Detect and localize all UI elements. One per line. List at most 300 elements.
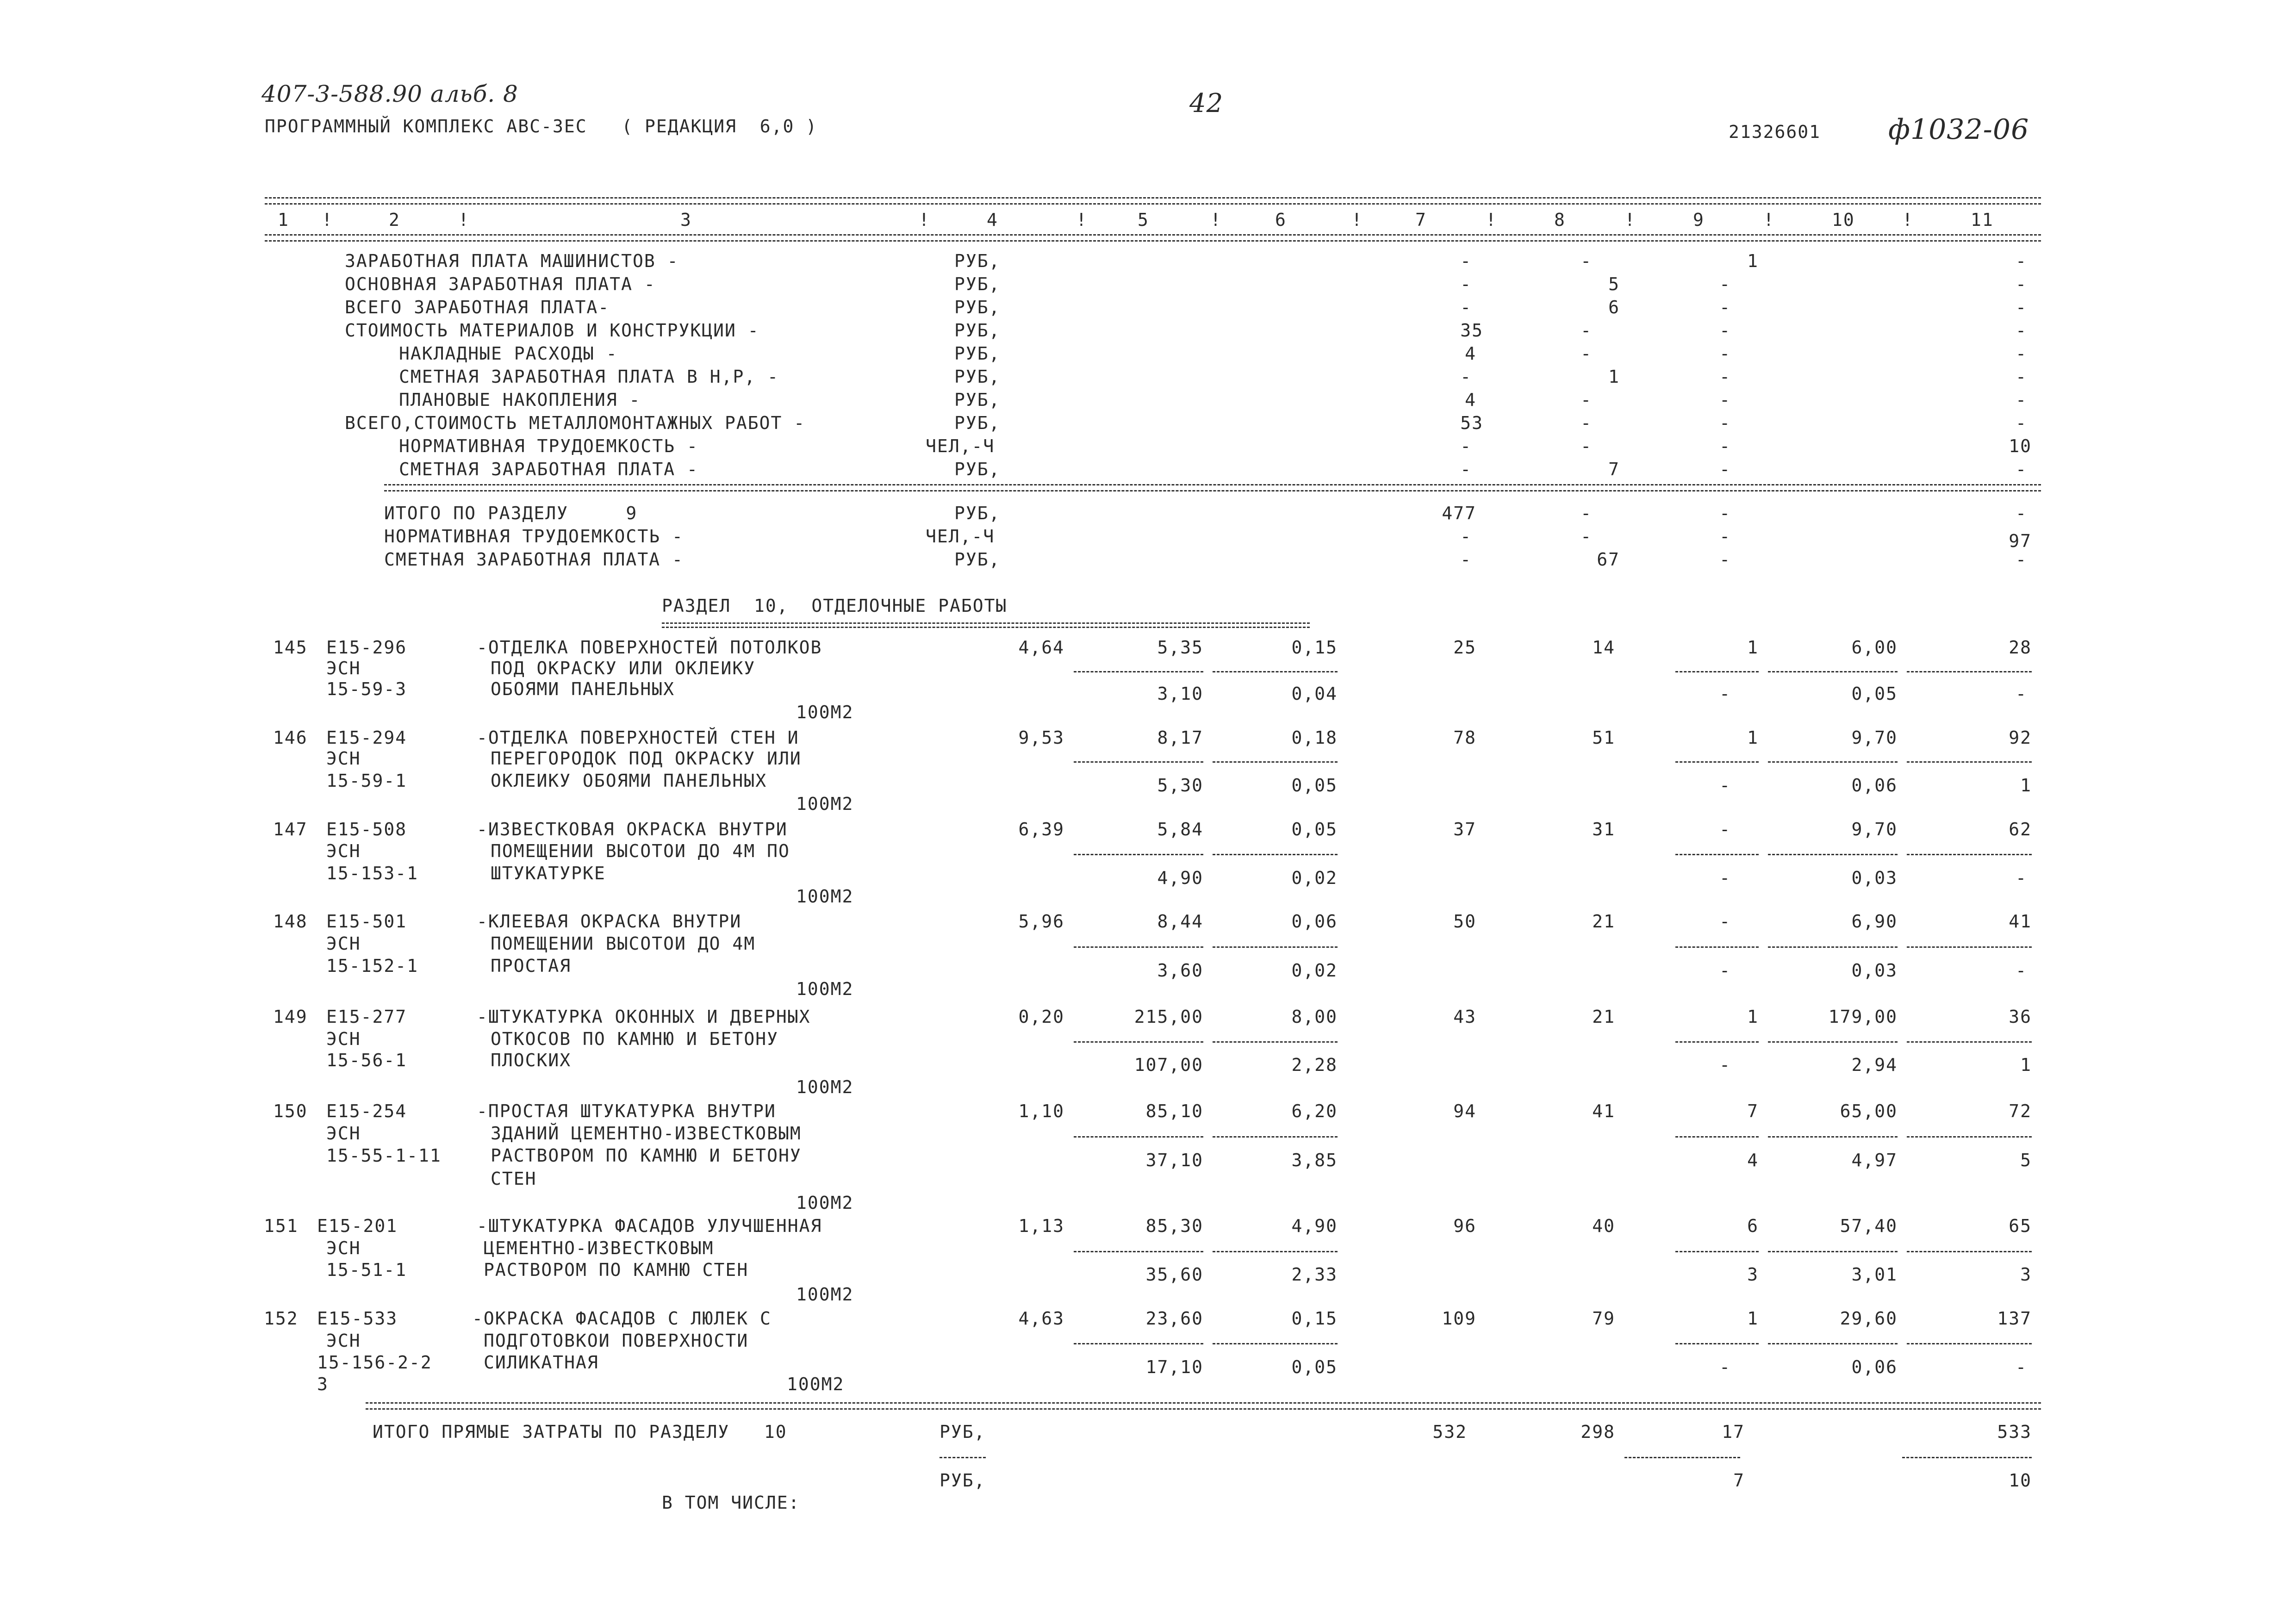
col5-value: 3,10 bbox=[1157, 684, 1203, 704]
divider bbox=[1907, 671, 2032, 672]
col11-value: - bbox=[2016, 274, 2027, 294]
col11-value: - bbox=[2016, 413, 2027, 433]
row-unit: РУБ, bbox=[954, 274, 1001, 294]
col4-value: 0,20 bbox=[1018, 1007, 1064, 1027]
row-unit: РУБ, bbox=[954, 251, 1001, 271]
handwritten-signature: ф1032-06 bbox=[1888, 113, 2029, 146]
divider bbox=[1907, 761, 2032, 763]
col10-value: 179,00 bbox=[1828, 1007, 1898, 1027]
col11-value: 28 bbox=[2009, 637, 2032, 658]
row-label: СМЕТНАЯ ЗАРАБОТНАЯ ПЛАТА В Н,Р, - bbox=[399, 367, 779, 387]
col7-value: 43 bbox=[1453, 1007, 1476, 1027]
column-header: 3 bbox=[680, 210, 692, 230]
item-ref: 15-153-1 bbox=[326, 863, 419, 883]
col8-value: 298 bbox=[1580, 1422, 1615, 1442]
row-label: ВСЕГО,СТОИМОСТЬ МЕТАЛЛОМОНТАЖНЫХ РАБОТ - bbox=[345, 413, 806, 433]
col8-value: 21 bbox=[1592, 911, 1615, 932]
item-description: ШТУКАТУРКЕ bbox=[491, 863, 606, 883]
section-title: РАЗДЕЛ 10, ОТДЕЛОЧНЫЕ РАБОТЫ bbox=[662, 596, 1008, 616]
col10-value: 6,90 bbox=[1851, 911, 1898, 932]
col11-value: 10 bbox=[2009, 1470, 2032, 1491]
item-description: ПОД ОКРАСКУ ИЛИ ОКЛЕИКУ bbox=[491, 658, 756, 678]
col5-value: 8,17 bbox=[1157, 728, 1203, 748]
column-header: 1 bbox=[278, 210, 289, 230]
divider bbox=[1768, 1041, 1898, 1043]
divider bbox=[1907, 1136, 2032, 1138]
item-description: ПОДГОТОВКОИ ПОВЕРХНОСТИ bbox=[484, 1331, 749, 1351]
item-description: ОКЛЕИКУ ОБОЯМИ ПАНЕЛЬНЫХ bbox=[491, 771, 767, 791]
col7-value: 50 bbox=[1453, 911, 1476, 932]
item-unit: 100М2 bbox=[796, 702, 854, 722]
item-unit: 100М2 bbox=[787, 1374, 845, 1394]
col9-value: - bbox=[1719, 960, 1731, 981]
divider bbox=[1768, 1136, 1898, 1138]
item-description: -ШТУКАТУРКА ФАСАДОВ УЛУЧШЕННАЯ bbox=[477, 1216, 822, 1236]
divider bbox=[1768, 1251, 1898, 1252]
divider bbox=[1074, 854, 1203, 855]
col4-value: 1,10 bbox=[1018, 1101, 1064, 1121]
item-description: -ОТДЕЛКА ПОВЕРХНОСТЕЙ СТЕН И bbox=[477, 728, 799, 748]
column-header: 4 bbox=[987, 210, 998, 230]
col5-value: 215,00 bbox=[1134, 1007, 1203, 1027]
col8-value: 1 bbox=[1608, 367, 1620, 387]
divider bbox=[1907, 854, 2032, 855]
item-number: 145 bbox=[273, 637, 308, 658]
col11-value: - bbox=[2016, 343, 2027, 364]
col11-value: 533 bbox=[1997, 1422, 2032, 1442]
item-ref: 15-55-1-11 bbox=[326, 1145, 442, 1166]
including-label: В ТОМ ЧИСЛЕ: bbox=[662, 1492, 800, 1513]
divider bbox=[1213, 1251, 1338, 1252]
col7-value: 78 bbox=[1453, 728, 1476, 748]
item-esn: ЭСН bbox=[326, 1123, 361, 1144]
column-header: 5 bbox=[1138, 210, 1149, 230]
column-header: 6 bbox=[1275, 210, 1287, 230]
row-unit: РУБ, bbox=[954, 320, 1001, 341]
col5-value: 37,10 bbox=[1145, 1150, 1203, 1170]
document-number: 21326601 bbox=[1729, 122, 1821, 142]
item-description: ОБОЯМИ ПАНЕЛЬНЫХ bbox=[491, 679, 675, 699]
divider bbox=[1213, 854, 1338, 855]
program-title: ПРОГРАММНЫЙ КОМПЛЕКС АВС-3ЕС ( РЕДАКЦИЯ 6,0 ) bbox=[265, 116, 818, 137]
item-description: -ПРОСТАЯ ШТУКАТУРКА ВНУТРИ bbox=[477, 1101, 776, 1121]
divider bbox=[1074, 1251, 1203, 1252]
col10-value: 0,06 bbox=[1851, 775, 1898, 796]
col7-value: - bbox=[1460, 297, 1472, 317]
item-unit: 100М2 bbox=[796, 886, 854, 907]
col4-value: 4,63 bbox=[1018, 1308, 1064, 1329]
col6-value: 0,02 bbox=[1291, 868, 1338, 888]
column-separator: ! bbox=[322, 210, 333, 230]
divider bbox=[1907, 946, 2032, 948]
col10-value: 65,00 bbox=[1840, 1101, 1898, 1121]
divider bbox=[1907, 1343, 2032, 1344]
item-esn: ЭСН bbox=[326, 1238, 361, 1258]
item-code: Е15-296 bbox=[326, 637, 407, 658]
col9-value: 7 bbox=[1747, 1101, 1759, 1121]
col5-value: 35,60 bbox=[1145, 1264, 1203, 1285]
col11-value: - bbox=[2016, 549, 2027, 570]
item-description: ПОМЕЩЕНИИ ВЫСОТОИ ДО 4М bbox=[491, 933, 756, 954]
col7-value: 4 bbox=[1465, 343, 1476, 364]
col10-value: 4,97 bbox=[1851, 1150, 1898, 1170]
col8-value: 51 bbox=[1592, 728, 1615, 748]
section-total-rule bbox=[384, 484, 2041, 491]
item-description: ЦЕМЕНТНО-ИЗВЕСТКОВЫМ bbox=[484, 1238, 714, 1258]
col6-value: 2,33 bbox=[1291, 1264, 1338, 1285]
col5-value: 85,30 bbox=[1145, 1216, 1203, 1236]
col10-value: 0,06 bbox=[1851, 1357, 1898, 1377]
col6-value: 6,20 bbox=[1291, 1101, 1338, 1121]
page-number: 42 bbox=[1189, 88, 1224, 118]
item-number: 148 bbox=[273, 911, 308, 932]
col10-value: 29,60 bbox=[1840, 1308, 1898, 1329]
col11-value: - bbox=[2016, 684, 2027, 704]
col7-value: - bbox=[1460, 436, 1472, 456]
col9-value: - bbox=[1719, 503, 1731, 523]
item-code: Е15-277 bbox=[326, 1007, 407, 1027]
col6-value: 0,05 bbox=[1291, 775, 1338, 796]
col4-value: 5,96 bbox=[1018, 911, 1064, 932]
item-code: Е15-508 bbox=[326, 819, 407, 839]
item-code: Е15-201 bbox=[317, 1216, 398, 1236]
col11-value: 41 bbox=[2009, 911, 2032, 932]
divider bbox=[1213, 671, 1338, 672]
col4-value: 6,39 bbox=[1018, 819, 1064, 839]
row-unit: РУБ, bbox=[954, 459, 1001, 479]
col8-value: - bbox=[1580, 503, 1592, 523]
divider bbox=[1768, 671, 1898, 672]
col7-value: 53 bbox=[1460, 413, 1483, 433]
row-label: ЗАРАБОТНАЯ ПЛАТА МАШИНИСТОВ - bbox=[345, 251, 679, 271]
divider bbox=[1675, 946, 1759, 948]
col11-value: - bbox=[2016, 297, 2027, 317]
col4-value: 9,53 bbox=[1018, 728, 1064, 748]
col11-value: - bbox=[2016, 320, 2027, 341]
col10-value: 0,03 bbox=[1851, 868, 1898, 888]
col7-value: - bbox=[1460, 367, 1472, 387]
column-separator: ! bbox=[458, 210, 470, 230]
column-header: 7 bbox=[1415, 210, 1427, 230]
column-separator: ! bbox=[1624, 210, 1636, 230]
item-number: 152 bbox=[264, 1308, 299, 1329]
col6-value: 3,85 bbox=[1291, 1150, 1338, 1170]
item-ref: 15-156-2-2 bbox=[317, 1352, 432, 1373]
row-unit: РУБ, bbox=[940, 1470, 986, 1491]
table-top-rule bbox=[265, 197, 2041, 205]
item-unit: 100М2 bbox=[796, 979, 854, 999]
col11-value: - bbox=[2016, 251, 2027, 271]
header-bottom-rule bbox=[265, 234, 2041, 242]
col9-value: - bbox=[1719, 459, 1731, 479]
col9-value: 3 bbox=[1747, 1264, 1759, 1285]
item-number: 150 bbox=[273, 1101, 308, 1121]
divider bbox=[1902, 1457, 2032, 1458]
col7-value: 35 bbox=[1460, 320, 1483, 341]
col7-value: - bbox=[1460, 274, 1472, 294]
col10-value: 2,94 bbox=[1851, 1055, 1898, 1075]
item-description: РАСТВОРОМ ПО КАМНЮ И БЕТОНУ bbox=[491, 1145, 802, 1166]
item-esn: ЭСН bbox=[326, 658, 361, 678]
col10-value: 9,70 bbox=[1851, 819, 1898, 839]
row-unit: РУБ, bbox=[954, 343, 1001, 364]
col8-value: 6 bbox=[1608, 297, 1620, 317]
item-code: Е15-533 bbox=[317, 1308, 398, 1329]
column-separator: ! bbox=[1763, 210, 1775, 230]
col9-value: - bbox=[1719, 413, 1731, 433]
divider bbox=[1213, 1343, 1338, 1344]
divider bbox=[1213, 761, 1338, 763]
item-ref: 15-59-1 bbox=[326, 771, 407, 791]
col11-value: - bbox=[2016, 503, 2027, 523]
column-separator: ! bbox=[1486, 210, 1497, 230]
col5-value: 23,60 bbox=[1145, 1308, 1203, 1329]
col7-value: 25 bbox=[1453, 637, 1476, 658]
item-ref: 15-152-1 bbox=[326, 956, 419, 976]
row-label: СМЕТНАЯ ЗАРАБОТНАЯ ПЛАТА - bbox=[399, 459, 698, 479]
col11-value: 36 bbox=[2009, 1007, 2032, 1027]
item-description: ПРОСТАЯ bbox=[491, 956, 572, 976]
col8-value: 7 bbox=[1608, 459, 1620, 479]
item-description: -ИЗВЕСТКОВАЯ ОКРАСКА ВНУТРИ bbox=[477, 819, 788, 839]
col9-value: - bbox=[1719, 436, 1731, 456]
col9-value: 4 bbox=[1747, 1150, 1759, 1170]
item-code: Е15-501 bbox=[326, 911, 407, 932]
divider bbox=[1907, 1251, 2032, 1252]
col9-value: - bbox=[1719, 274, 1731, 294]
col9-value: - bbox=[1719, 868, 1731, 888]
col5-value: 4,90 bbox=[1157, 868, 1203, 888]
divider bbox=[1675, 1136, 1759, 1138]
col11-value: 3 bbox=[2020, 1264, 2032, 1285]
col11-value: 5 bbox=[2020, 1150, 2032, 1170]
row-unit: РУБ, bbox=[954, 413, 1001, 433]
col7-value: 96 bbox=[1453, 1216, 1476, 1236]
col8-value: - bbox=[1580, 526, 1592, 547]
item-description: -ОКРАСКА ФАСАДОВ С ЛЮЛЕК С bbox=[472, 1308, 772, 1329]
item-code: Е15-294 bbox=[326, 728, 407, 748]
col7-value: 4 bbox=[1465, 390, 1476, 410]
col8-value: 67 bbox=[1597, 549, 1620, 570]
col6-value: 2,28 bbox=[1291, 1055, 1338, 1075]
col7-value: 477 bbox=[1442, 503, 1476, 523]
col9-value: - bbox=[1719, 1357, 1731, 1377]
col6-value: 0,02 bbox=[1291, 960, 1338, 981]
col6-value: 0,18 bbox=[1291, 728, 1338, 748]
item-esn: ЭСН bbox=[326, 1029, 361, 1049]
divider bbox=[1624, 1457, 1740, 1458]
item-ref: 15-56-1 bbox=[326, 1050, 407, 1070]
divider bbox=[1074, 1343, 1203, 1344]
col8-value: 41 bbox=[1592, 1101, 1615, 1121]
row-unit: РУБ, bbox=[954, 367, 1001, 387]
item-description: -КЛЕЕВАЯ ОКРАСКА ВНУТРИ bbox=[477, 911, 742, 932]
col11-value: - bbox=[2016, 390, 2027, 410]
divider bbox=[1074, 761, 1203, 763]
row-label: СТОИМОСТЬ МАТЕРИАЛОВ И КОНСТРУКЦИИ - bbox=[345, 320, 759, 341]
col11-value: 97 bbox=[2009, 531, 2032, 551]
row-unit: ЧЕЛ,-Ч bbox=[926, 436, 995, 456]
col7-value: 37 bbox=[1453, 819, 1476, 839]
col9-value: 1 bbox=[1747, 637, 1759, 658]
col9-value: 7 bbox=[1733, 1470, 1745, 1491]
item-description: ЗДАНИЙ ЦЕМЕНТНО-ИЗВЕСТКОВЫМ bbox=[491, 1123, 802, 1144]
item-description: ОТКОСОВ ПО КАМНЮ И БЕТОНУ bbox=[491, 1029, 778, 1049]
col9-value: 1 bbox=[1747, 251, 1759, 271]
col8-value: - bbox=[1580, 436, 1592, 456]
col6-value: 8,00 bbox=[1291, 1007, 1338, 1027]
column-separator: ! bbox=[1902, 210, 1914, 230]
document-code: 407-3-588.90 альб. 8 bbox=[261, 81, 518, 107]
col5-value: 17,10 bbox=[1145, 1357, 1203, 1377]
item-description: ПЛОСКИХ bbox=[491, 1050, 572, 1070]
column-separator: ! bbox=[1351, 210, 1363, 230]
item-number: 146 bbox=[273, 728, 308, 748]
col11-value: - bbox=[2016, 868, 2027, 888]
col9-value: - bbox=[1719, 775, 1731, 796]
divider bbox=[1768, 854, 1898, 855]
divider bbox=[1907, 1041, 2032, 1043]
col5-value: 8,44 bbox=[1157, 911, 1203, 932]
row-unit: РУБ, bbox=[954, 549, 1001, 570]
col9-value: 1 bbox=[1747, 1308, 1759, 1329]
divider bbox=[1213, 946, 1338, 948]
column-header: 10 bbox=[1832, 210, 1855, 230]
col8-value: 5 bbox=[1608, 274, 1620, 294]
col9-value: - bbox=[1719, 819, 1731, 839]
col11-value: - bbox=[2016, 459, 2027, 479]
col7-value: - bbox=[1460, 526, 1472, 547]
col4-value: 1,13 bbox=[1018, 1216, 1064, 1236]
col9-value: 1 bbox=[1747, 1007, 1759, 1027]
item-esn: ЭСН bbox=[326, 841, 361, 861]
col8-value: - bbox=[1580, 390, 1592, 410]
divider bbox=[1074, 1041, 1203, 1043]
divider bbox=[1213, 1041, 1338, 1043]
item-ref: 15-59-3 bbox=[326, 679, 407, 699]
col5-value: 5,30 bbox=[1157, 775, 1203, 796]
col11-value: 1 bbox=[2020, 1055, 2032, 1075]
col8-value: 31 bbox=[1592, 819, 1615, 839]
col10-value: 3,01 bbox=[1851, 1264, 1898, 1285]
col9-value: - bbox=[1719, 1055, 1731, 1075]
col6-value: 0,15 bbox=[1291, 1308, 1338, 1329]
col5-value: 3,60 bbox=[1157, 960, 1203, 981]
item-number: 149 bbox=[273, 1007, 308, 1027]
item-unit: 100М2 bbox=[796, 1193, 854, 1213]
divider bbox=[1074, 946, 1203, 948]
section-total-label: ИТОГО ПРЯМЫЕ ЗАТРАТЫ ПО РАЗДЕЛУ 10 bbox=[373, 1422, 787, 1442]
col7-value: - bbox=[1460, 459, 1472, 479]
row-unit: РУБ, bbox=[954, 297, 1001, 317]
col8-value: - bbox=[1580, 320, 1592, 341]
col5-value: 5,84 bbox=[1157, 819, 1203, 839]
column-header: 8 bbox=[1554, 210, 1566, 230]
col11-value: 10 bbox=[2009, 436, 2032, 456]
col9-value: 17 bbox=[1722, 1422, 1745, 1442]
col6-value: 0,05 bbox=[1291, 819, 1338, 839]
col11-value: 62 bbox=[2009, 819, 2032, 839]
col9-value: - bbox=[1719, 297, 1731, 317]
col8-value: - bbox=[1580, 343, 1592, 364]
item-esn: ЭСН bbox=[326, 1331, 361, 1351]
item-unit: 100М2 bbox=[796, 1077, 854, 1097]
col6-value: 0,06 bbox=[1291, 911, 1338, 932]
item-esn: ЭСН bbox=[326, 748, 361, 769]
col7-value: 532 bbox=[1432, 1422, 1467, 1442]
col10-value: 6,00 bbox=[1851, 637, 1898, 658]
col8-value: 40 bbox=[1592, 1216, 1615, 1236]
divider bbox=[1768, 946, 1898, 948]
col9-value: 1 bbox=[1747, 728, 1759, 748]
divider bbox=[1768, 761, 1898, 763]
col11-value: - bbox=[2016, 960, 2027, 981]
row-label: ВСЕГО ЗАРАБОТНАЯ ПЛАТА- bbox=[345, 297, 610, 317]
col8-value: - bbox=[1580, 251, 1592, 271]
divider bbox=[1074, 671, 1203, 672]
item-ref: 15-51-1 bbox=[326, 1260, 407, 1280]
item-unit: 100М2 bbox=[796, 794, 854, 814]
row-label: ОСНОВНАЯ ЗАРАБОТНАЯ ПЛАТА - bbox=[345, 274, 656, 294]
col6-value: 0,05 bbox=[1291, 1357, 1338, 1377]
col11-value: 92 bbox=[2009, 728, 2032, 748]
col7-value: - bbox=[1460, 251, 1472, 271]
row-unit: РУБ, bbox=[954, 503, 1001, 523]
col9-value: - bbox=[1719, 343, 1731, 364]
col8-value: 21 bbox=[1592, 1007, 1615, 1027]
col11-value: 137 bbox=[1997, 1308, 2032, 1329]
col11-value: - bbox=[2016, 1357, 2027, 1377]
col7-value: 94 bbox=[1453, 1101, 1476, 1121]
item-unit: 100М2 bbox=[796, 1284, 854, 1305]
item-description: СИЛИКАТНАЯ bbox=[484, 1352, 599, 1373]
column-separator: ! bbox=[1210, 210, 1222, 230]
col6-value: 0,15 bbox=[1291, 637, 1338, 658]
divider bbox=[1768, 1343, 1898, 1344]
column-separator: ! bbox=[919, 210, 930, 230]
item-description: ПЕРЕГОРОДОК ПОД ОКРАСКУ ИЛИ bbox=[491, 748, 802, 769]
divider bbox=[1675, 1343, 1759, 1344]
col10-value: 0,05 bbox=[1851, 684, 1898, 704]
item-description: ПОМЕЩЕНИИ ВЫСОТОИ ДО 4М ПО bbox=[491, 841, 790, 861]
col9-value: - bbox=[1719, 911, 1731, 932]
col11-value: 65 bbox=[2009, 1216, 2032, 1236]
row-unit: ЧЕЛ,-Ч bbox=[926, 526, 995, 547]
divider bbox=[1675, 671, 1759, 672]
col8-value: 79 bbox=[1592, 1308, 1615, 1329]
row-unit: РУБ, bbox=[940, 1422, 986, 1442]
col11-value: - bbox=[2016, 367, 2027, 387]
column-separator: ! bbox=[1076, 210, 1088, 230]
row-unit: РУБ, bbox=[954, 390, 1001, 410]
item-ref: 3 bbox=[317, 1374, 329, 1394]
col9-value: - bbox=[1719, 367, 1731, 387]
column-header: 2 bbox=[389, 210, 400, 230]
col5-value: 107,00 bbox=[1134, 1055, 1203, 1075]
item-description: РАСТВОРОМ ПО КАМНЮ СТЕН bbox=[484, 1260, 749, 1280]
col10-value: 0,03 bbox=[1851, 960, 1898, 981]
divider bbox=[1213, 1136, 1338, 1138]
item-description: -ШТУКАТУРКА ОКОННЫХ И ДВЕРНЫХ bbox=[477, 1007, 811, 1027]
section-total-label: ИТОГО ПО РАЗДЕЛУ 9 bbox=[384, 503, 638, 523]
col9-value: - bbox=[1719, 390, 1731, 410]
col11-value: 72 bbox=[2009, 1101, 2032, 1121]
item-description: СТЕН bbox=[491, 1169, 537, 1189]
col10-value: 57,40 bbox=[1840, 1216, 1898, 1236]
column-header: 11 bbox=[1971, 210, 1994, 230]
divider bbox=[1074, 1136, 1203, 1138]
row-label: НАКЛАДНЫЕ РАСХОДЫ - bbox=[399, 343, 618, 364]
